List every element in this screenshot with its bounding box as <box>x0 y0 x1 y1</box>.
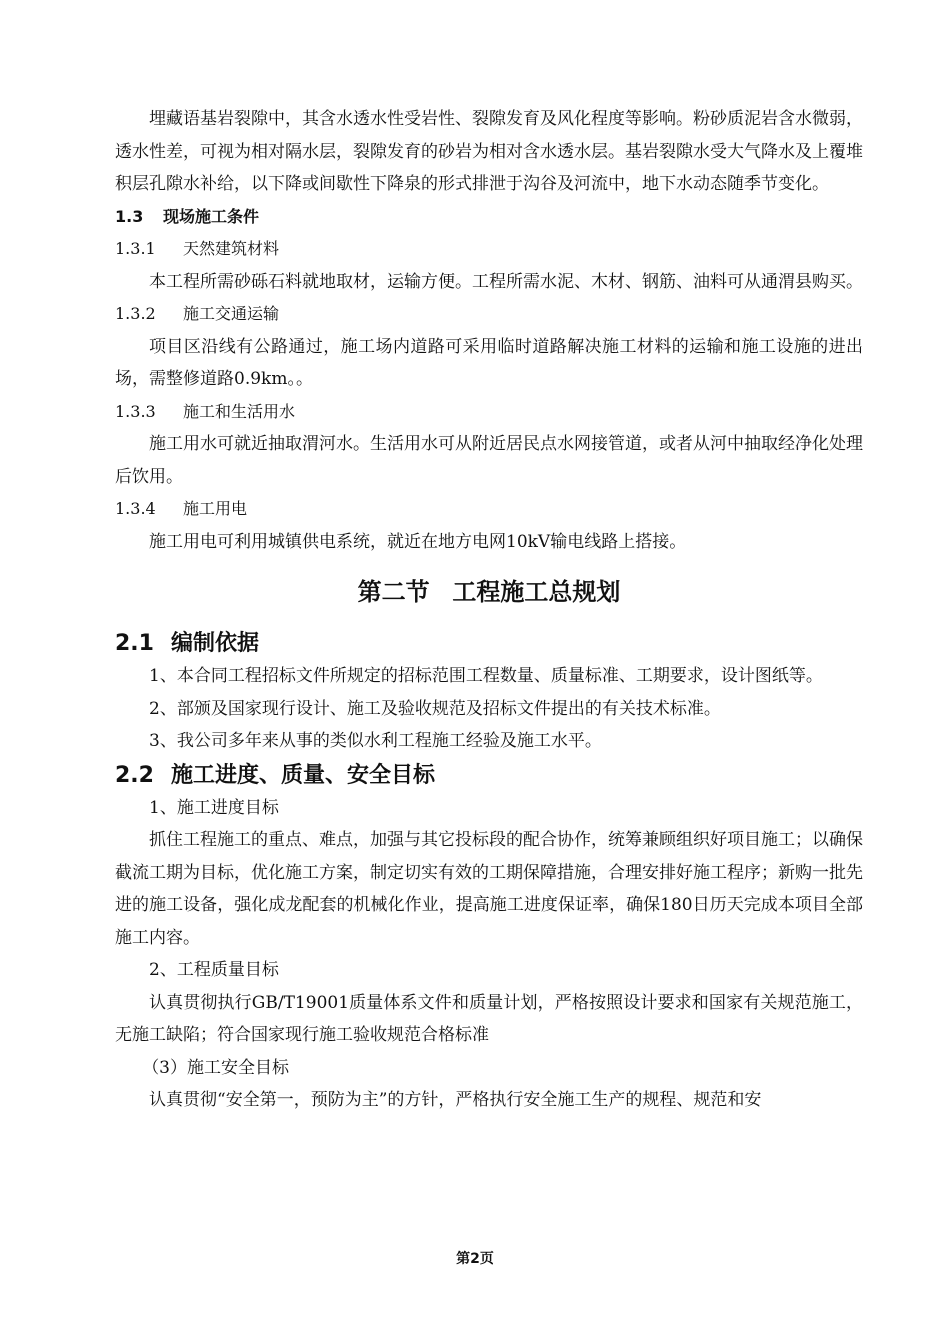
subheading-quality-goal: 2、工程质量目标 <box>149 960 279 980</box>
page-content <box>115 103 863 1117</box>
heading-number: 1.3.1 <box>115 239 156 258</box>
heading-1-3 <box>115 201 863 234</box>
paragraph-materials: 本工程所需砂砾石料就地取材，运输方便。工程所需水泥、木材、钢筋、油料可从通渭县购买。 <box>149 271 863 292</box>
heading-number: 2.2 <box>115 762 154 788</box>
list-item-basis-1: 1、本合同工程招标文件所规定的招标范围工程数量、质量标准、工期要求，设计图纸等。 <box>149 666 823 686</box>
heading-text: 施工进度、质量、安全目标 <box>171 762 436 788</box>
subheading-schedule-goal: 1、施工进度目标 <box>149 797 279 818</box>
heading-number: 2.1 <box>115 631 154 656</box>
heading-text: 编制依据 <box>171 631 260 656</box>
section-title: 第二节 工程施工总规划 <box>357 578 621 606</box>
heading-2-1 <box>115 628 863 660</box>
heading-1-3-2 <box>115 298 863 331</box>
paragraph-groundwater: 埋藏语基岩裂隙中，其含水透水性受岩性、裂隙发育及风化程度等影响。粉砂质泥岩含水微弱，透水性差，可视为相对隔水层，裂隙发育的砂岩为相对含水透水层。基岩裂隙水受大气降水及上覆堆积层孔隙水补给，以下降或间歇性下降泉的形式排泄于沟谷及河流中，地下水动态随季节变化。 <box>115 109 863 194</box>
paragraph-schedule: 抓住工程施工的重点、难点，加强与其它投标段的配合协作，统筹兼顾组织好项目施工；以确保截流工期为目标，优化施工方案，制定切实有效的工期保障措施，合理安排好施工程序；新购一批先进的施工设备，强化成龙配套的机械化作业，提高施工进度保证率，确保180日历天完成本项目全部施工内容。 <box>115 830 863 948</box>
heading-text: 现场施工条件 <box>163 206 260 226</box>
heading-number: 1.3.2 <box>115 304 156 323</box>
paragraph-power: 施工用电可利用城镇供电系统，就近在地方电网10kV输电线路上搭接。 <box>149 531 687 552</box>
heading-text: 施工交通运输 <box>183 304 280 323</box>
heading-text: 施工和生活用水 <box>183 401 296 421</box>
paragraph-safety: 认真贯彻“安全第一，预防为主”的方针，严格执行安全施工生产的规程、规范和安 <box>149 1090 762 1110</box>
heading-text: 天然建筑材料 <box>183 239 280 258</box>
paragraph-quality: 认真贯彻执行GB/T19001质量体系文件和质量计划，严格按照设计要求和国家有关规范施工，无施工缺陷；符合国家现行施工验收规范合格标准 <box>115 992 863 1045</box>
heading-2-2 <box>115 760 863 792</box>
list-item-basis-3: 3、我公司多年来从事的类似水利工程施工经验及施工水平。 <box>149 731 602 751</box>
heading-1-3-3 <box>115 396 863 429</box>
heading-1-3-4 <box>115 493 863 526</box>
subheading-safety-goal: （3）施工安全目标 <box>142 1057 290 1078</box>
paragraph-water: 施工用水可就近抽取渭河水。生活用水可从附近居民点水网接管道，或者从河中抽取经净化处理后饮用。 <box>115 434 863 487</box>
list-item-basis-2: 2、部颁及国家现行设计、施工及验收规范及招标文件提出的有关技术标准。 <box>149 698 721 719</box>
heading-number: 1.3.3 <box>115 401 156 421</box>
heading-text: 施工用电 <box>183 499 248 518</box>
heading-1-3-1 <box>115 233 863 266</box>
page-number: 第2页 <box>456 1251 494 1267</box>
heading-number: 1.3.4 <box>115 499 156 518</box>
paragraph-transport: 项目区沿线有公路通过，施工场内道路可采用临时道路解决施工材料的运输和施工设施的进出场，需整修道路0.9km。。 <box>115 336 863 389</box>
heading-number: 1.3 <box>115 206 144 226</box>
